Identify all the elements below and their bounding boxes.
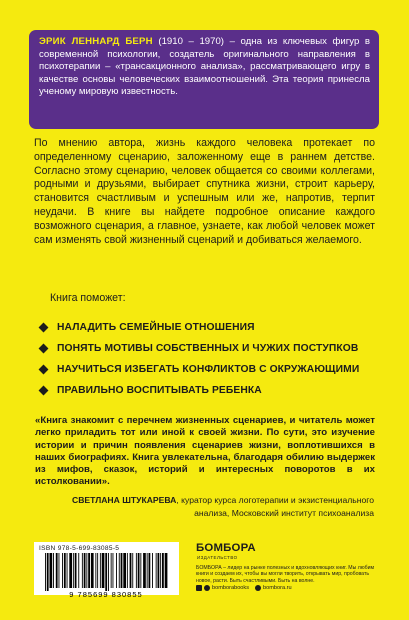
- review-attribution: [44, 494, 374, 519]
- isbn-text: ISBN 978-5-699-83085-5: [39, 545, 120, 552]
- author-bio-box: [29, 30, 379, 129]
- benefit-text: ПОНЯТЬ МОТИВЫ СОБСТВЕННЫХ И ЧУЖИХ ПОСТУПКОВ: [57, 343, 359, 354]
- publisher-description: БОМБОРА – лидер на рынке полезных и вдохновляющих книг. Мы любим книги и создаем их, чтобы вы могли творить, открывать мир, пробовать новое, расти. Быть счастливыми. Быть на волне.: [196, 565, 375, 584]
- review-quote: «Книга знакомит с перечнем жизненных сценариев, и читатель может легко приладить тот или иной к своей жизни. По сути, это изучение истории и причин появления сценариев жизни, воплотившихся в наших биографиях. Книга увлекательна, благодаря обилию выдержек из мифов, сказок, историй и интересных поворотов в их истолковании».: [35, 415, 375, 488]
- barcode-number: 9 785699 830855: [69, 590, 143, 599]
- vk-icon: [204, 585, 210, 591]
- social-handle[interactable]: bomborabooks: [212, 585, 250, 591]
- website-link[interactable]: bombora.ru: [263, 585, 292, 591]
- reviewer-role: , куратор курса логотерапии и экзистенциального анализа, Московский институт психоанализа: [176, 495, 374, 518]
- diamond-bullet-icon: [39, 386, 49, 396]
- globe-icon: [255, 585, 261, 591]
- barcode-image: [39, 553, 174, 599]
- instagram-icon: [196, 585, 202, 591]
- benefit-item: [38, 380, 383, 401]
- benefits-heading: Книга поможет:: [50, 292, 126, 304]
- benefit-text: НАЛАДИТЬ СЕМЕЙНЫЕ ОТНОШЕНИЯ: [57, 322, 255, 333]
- benefit-item: [38, 359, 383, 380]
- diamond-bullet-icon: [39, 323, 49, 333]
- benefit-item: [38, 338, 383, 359]
- publisher-subtitle: ИЗДАТЕЛЬСТВО: [197, 555, 238, 560]
- benefit-text: ПРАВИЛЬНО ВОСПИТЫВАТЬ РЕБЕНКА: [57, 385, 262, 396]
- benefit-text: НАУЧИТЬСЯ ИЗБЕГАТЬ КОНФЛИКТОВ С ОКРУЖАЮЩИМИ: [57, 364, 360, 375]
- book-description: По мнению автора, жизнь каждого человека протекает по определенному сценарию, заложенному еще в раннем детстве. Согласно этому сценарию, человек общается со своими коллегами, родными и друзьями, выбирает спутника жизни, строит карьеру, становится счастливым и успешным или же, напротив, терпит неудачи. В книге вы найдете подробное описание каждого возможного сценария, а главное, узнаете, как любой человек может сам изменять свой жизненный сценарий и добиваться желаемого.: [34, 137, 375, 246]
- diamond-bullet-icon: [39, 344, 49, 354]
- barcode-box: [34, 542, 179, 599]
- author-name: ЭРИК ЛЕННАРД БЕРН: [39, 36, 153, 47]
- reviewer-name: СВЕТЛАНА ШТУКАРЕВА: [72, 495, 177, 505]
- author-bio-text: (1910 – 1970) – одна из ключевых фигур в современной психологии, создатель оригинального направления в психотерапии – «трансакционного анализа», рассматривающего игру в качестве основы человеческих взаимоотношений. Эта теория принесла ученому мировую известность.: [39, 36, 370, 98]
- publisher-logo: БОМБОРА: [196, 542, 256, 554]
- benefit-item: [38, 317, 383, 338]
- publisher-links: [196, 585, 379, 591]
- diamond-bullet-icon: [39, 365, 49, 375]
- benefits-list: [38, 317, 383, 401]
